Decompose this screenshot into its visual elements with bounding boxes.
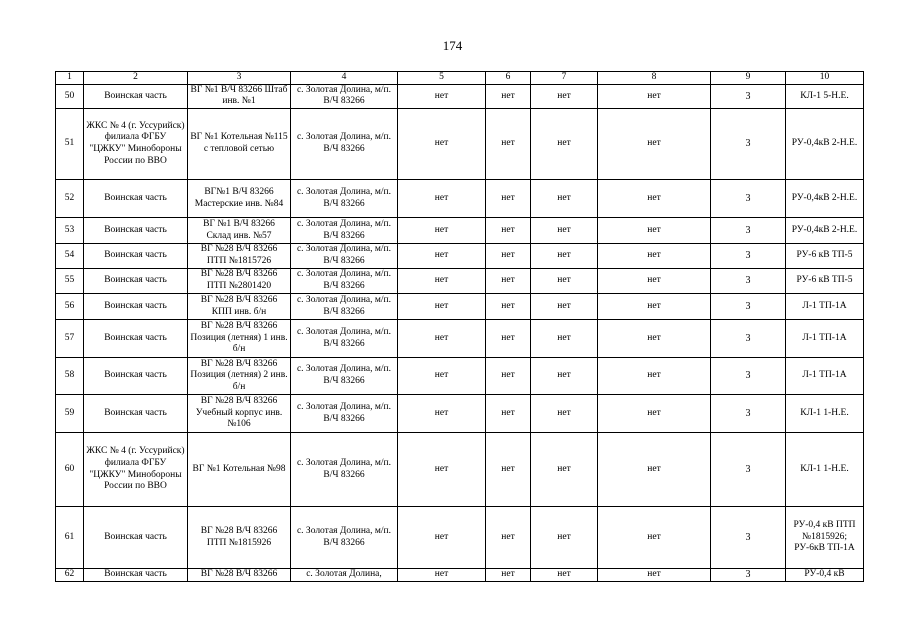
address-cell: с. Золотая Долина, м/п. В/Ч 83266 — [291, 218, 398, 244]
value-cell-5: нет — [398, 244, 486, 269]
value-cell-6: нет — [486, 84, 531, 108]
value-cell-5: нет — [398, 320, 486, 358]
column-number-header-row — [56, 72, 864, 85]
row-number-cell: 50 — [56, 84, 84, 108]
value-cell-6: нет — [486, 269, 531, 294]
value-cell-7: нет — [531, 218, 598, 244]
supply-source-cell: РУ-6 кВ ТП-5 — [786, 269, 864, 294]
column-number: 8 — [598, 72, 711, 85]
supply-source-cell: РУ-6 кВ ТП-5 — [786, 244, 864, 269]
column-number: 7 — [531, 72, 598, 85]
table-row — [56, 244, 864, 269]
value-cell-7: нет — [531, 84, 598, 108]
category-cell: 3 — [711, 269, 786, 294]
column-number: 6 — [486, 72, 531, 85]
address-cell: с. Золотая Долина, м/п. В/Ч 83266 — [291, 507, 398, 569]
value-cell-8: нет — [598, 569, 711, 582]
value-cell-8: нет — [598, 180, 711, 218]
object-cell: ВГ №28 В/Ч 83266 — [188, 569, 291, 582]
supply-source-cell: РУ-0,4кВ 2-Н.Е. — [786, 218, 864, 244]
value-cell-8: нет — [598, 218, 711, 244]
owner-cell: Воинская часть — [84, 218, 188, 244]
value-cell-7: нет — [531, 244, 598, 269]
value-cell-7: нет — [531, 507, 598, 569]
value-cell-6: нет — [486, 358, 531, 395]
object-cell: ВГ №28 В/Ч 83266 Позиция (летняя) 2 инв. б/н — [188, 358, 291, 395]
column-number: 5 — [398, 72, 486, 85]
owner-cell: Воинская часть — [84, 320, 188, 358]
owner-cell: Воинская часть — [84, 507, 188, 569]
row-number-cell: 53 — [56, 218, 84, 244]
category-cell: 3 — [711, 358, 786, 395]
column-number: 9 — [711, 72, 786, 85]
object-cell: ВГ №1 Котельная №98 — [188, 433, 291, 507]
address-cell: с. Золотая Долина, м/п. В/Ч 83266 — [291, 358, 398, 395]
owner-cell: Воинская часть — [84, 294, 188, 320]
owner-cell: Воинская часть — [84, 569, 188, 582]
row-number-cell: 51 — [56, 109, 84, 180]
supply-source-cell: КЛ-1 5-Н.Е. — [786, 84, 864, 108]
supply-source-cell: Л-1 ТП-1А — [786, 294, 864, 320]
object-cell: ВГ №1 Котельная №115 с тепловой сетью — [188, 109, 291, 180]
table-row — [56, 395, 864, 433]
table-row — [56, 269, 864, 294]
row-number-cell: 57 — [56, 320, 84, 358]
table-row — [56, 294, 864, 320]
value-cell-6: нет — [486, 244, 531, 269]
supply-source-cell: КЛ-1 1-Н.Е. — [786, 395, 864, 433]
row-number-cell: 56 — [56, 294, 84, 320]
value-cell-8: нет — [598, 433, 711, 507]
row-number-cell: 52 — [56, 180, 84, 218]
category-cell: 3 — [711, 109, 786, 180]
value-cell-6: нет — [486, 180, 531, 218]
column-number: 10 — [786, 72, 864, 85]
value-cell-8: нет — [598, 507, 711, 569]
value-cell-5: нет — [398, 395, 486, 433]
address-cell: с. Золотая Долина, — [291, 569, 398, 582]
table-row — [56, 84, 864, 108]
table-row — [56, 569, 864, 582]
address-cell: с. Золотая Долина, м/п. В/Ч 83266 — [291, 433, 398, 507]
category-cell: 3 — [711, 433, 786, 507]
address-cell: с. Золотая Долина, м/п. В/Ч 83266 — [291, 109, 398, 180]
value-cell-6: нет — [486, 294, 531, 320]
object-cell: ВГ №28 В/Ч 83266 Позиция (летняя) 1 инв. б/н — [188, 320, 291, 358]
category-cell: 3 — [711, 395, 786, 433]
value-cell-5: нет — [398, 569, 486, 582]
value-cell-8: нет — [598, 244, 711, 269]
supply-source-cell: РУ-0,4кВ 2-Н.Е. — [786, 180, 864, 218]
table-row — [56, 180, 864, 218]
supply-source-cell: КЛ-1 1-Н.Е. — [786, 433, 864, 507]
value-cell-6: нет — [486, 433, 531, 507]
table-row — [56, 358, 864, 395]
column-number: 1 — [56, 72, 84, 85]
owner-cell: Воинская часть — [84, 395, 188, 433]
value-cell-7: нет — [531, 269, 598, 294]
table-row — [56, 109, 864, 180]
value-cell-7: нет — [531, 294, 598, 320]
row-number-cell: 61 — [56, 507, 84, 569]
object-cell: ВГ №28 В/Ч 83266 ПТП №1815726 — [188, 244, 291, 269]
value-cell-6: нет — [486, 507, 531, 569]
value-cell-7: нет — [531, 569, 598, 582]
category-cell: 3 — [711, 180, 786, 218]
category-cell: 3 — [711, 320, 786, 358]
supply-source-cell: Л-1 ТП-1А — [786, 358, 864, 395]
category-cell: 3 — [711, 244, 786, 269]
value-cell-7: нет — [531, 180, 598, 218]
row-number-cell: 55 — [56, 269, 84, 294]
value-cell-8: нет — [598, 358, 711, 395]
register-table — [55, 71, 864, 582]
row-number-cell: 60 — [56, 433, 84, 507]
table-row — [56, 218, 864, 244]
value-cell-5: нет — [398, 109, 486, 180]
address-cell: с. Золотая Долина, м/п. В/Ч 83266 — [291, 294, 398, 320]
owner-cell: Воинская часть — [84, 180, 188, 218]
row-number-cell: 54 — [56, 244, 84, 269]
category-cell: 3 — [711, 507, 786, 569]
value-cell-5: нет — [398, 507, 486, 569]
owner-cell: Воинская часть — [84, 244, 188, 269]
value-cell-6: нет — [486, 218, 531, 244]
object-cell: ВГ №28 В/Ч 83266 ПТП №1815926 — [188, 507, 291, 569]
owner-cell: ЖКС № 4 (г. Уссурийск) филиала ФГБУ "ЦЖКУ" Минобороны России по ВВО — [84, 109, 188, 180]
value-cell-5: нет — [398, 358, 486, 395]
value-cell-5: нет — [398, 84, 486, 108]
column-number: 3 — [188, 72, 291, 85]
object-cell: ВГ №28 В/Ч 83266 КПП инв. б/н — [188, 294, 291, 320]
object-cell: ВГ №28 В/Ч 83266 Учебный корпус инв. №106 — [188, 395, 291, 433]
category-cell: 3 — [711, 218, 786, 244]
object-cell: ВГ №1 В/Ч 83266 Склад инв. №57 — [188, 218, 291, 244]
object-cell: ВГ№1 В/Ч 83266 Мастерские инв. №84 — [188, 180, 291, 218]
supply-source-cell: РУ-0,4кВ 2-Н.Е. — [786, 109, 864, 180]
owner-cell: Воинская часть — [84, 84, 188, 108]
category-cell: 3 — [711, 294, 786, 320]
value-cell-8: нет — [598, 84, 711, 108]
address-cell: с. Золотая Долина, м/п. В/Ч 83266 — [291, 180, 398, 218]
address-cell: с. Золотая Долина, м/п. В/Ч 83266 — [291, 84, 398, 108]
value-cell-5: нет — [398, 180, 486, 218]
value-cell-7: нет — [531, 395, 598, 433]
value-cell-5: нет — [398, 294, 486, 320]
address-cell: с. Золотая Долина, м/п. В/Ч 83266 — [291, 320, 398, 358]
value-cell-7: нет — [531, 358, 598, 395]
value-cell-5: нет — [398, 269, 486, 294]
value-cell-8: нет — [598, 294, 711, 320]
value-cell-8: нет — [598, 395, 711, 433]
supply-source-cell: РУ-0,4 кВ — [786, 569, 864, 582]
value-cell-5: нет — [398, 218, 486, 244]
address-cell: с. Золотая Долина, м/п. В/Ч 83266 — [291, 395, 398, 433]
value-cell-8: нет — [598, 269, 711, 294]
column-number: 4 — [291, 72, 398, 85]
table-row — [56, 320, 864, 358]
category-cell: 3 — [711, 84, 786, 108]
value-cell-7: нет — [531, 433, 598, 507]
value-cell-8: нет — [598, 109, 711, 180]
row-number-cell: 62 — [56, 569, 84, 582]
value-cell-5: нет — [398, 433, 486, 507]
value-cell-7: нет — [531, 109, 598, 180]
category-cell: 3 — [711, 569, 786, 582]
value-cell-6: нет — [486, 395, 531, 433]
value-cell-8: нет — [598, 320, 711, 358]
row-number-cell: 58 — [56, 358, 84, 395]
value-cell-6: нет — [486, 109, 531, 180]
table-row — [56, 433, 864, 507]
row-number-cell: 59 — [56, 395, 84, 433]
address-cell: с. Золотая Долина, м/п. В/Ч 83266 — [291, 244, 398, 269]
table-row — [56, 507, 864, 569]
owner-cell: Воинская часть — [84, 358, 188, 395]
value-cell-6: нет — [486, 320, 531, 358]
address-cell: с. Золотая Долина, м/п. В/Ч 83266 — [291, 269, 398, 294]
object-cell: ВГ №1 В/Ч 83266 Штаб инв. №1 — [188, 84, 291, 108]
supply-source-cell: Л-1 ТП-1А — [786, 320, 864, 358]
owner-cell: ЖКС № 4 (г. Уссурийск) филиала ФГБУ "ЦЖКУ" Минобороны России по ВВО — [84, 433, 188, 507]
supply-source-cell: РУ-0,4 кВ ПТП №1815926; РУ-6кВ ТП-1А — [786, 507, 864, 569]
object-cell: ВГ №28 В/Ч 83266 ПТП №2801420 — [188, 269, 291, 294]
column-number: 2 — [84, 72, 188, 85]
value-cell-7: нет — [531, 320, 598, 358]
value-cell-6: нет — [486, 569, 531, 582]
page-number: 174 — [442, 38, 463, 53]
owner-cell: Воинская часть — [84, 269, 188, 294]
